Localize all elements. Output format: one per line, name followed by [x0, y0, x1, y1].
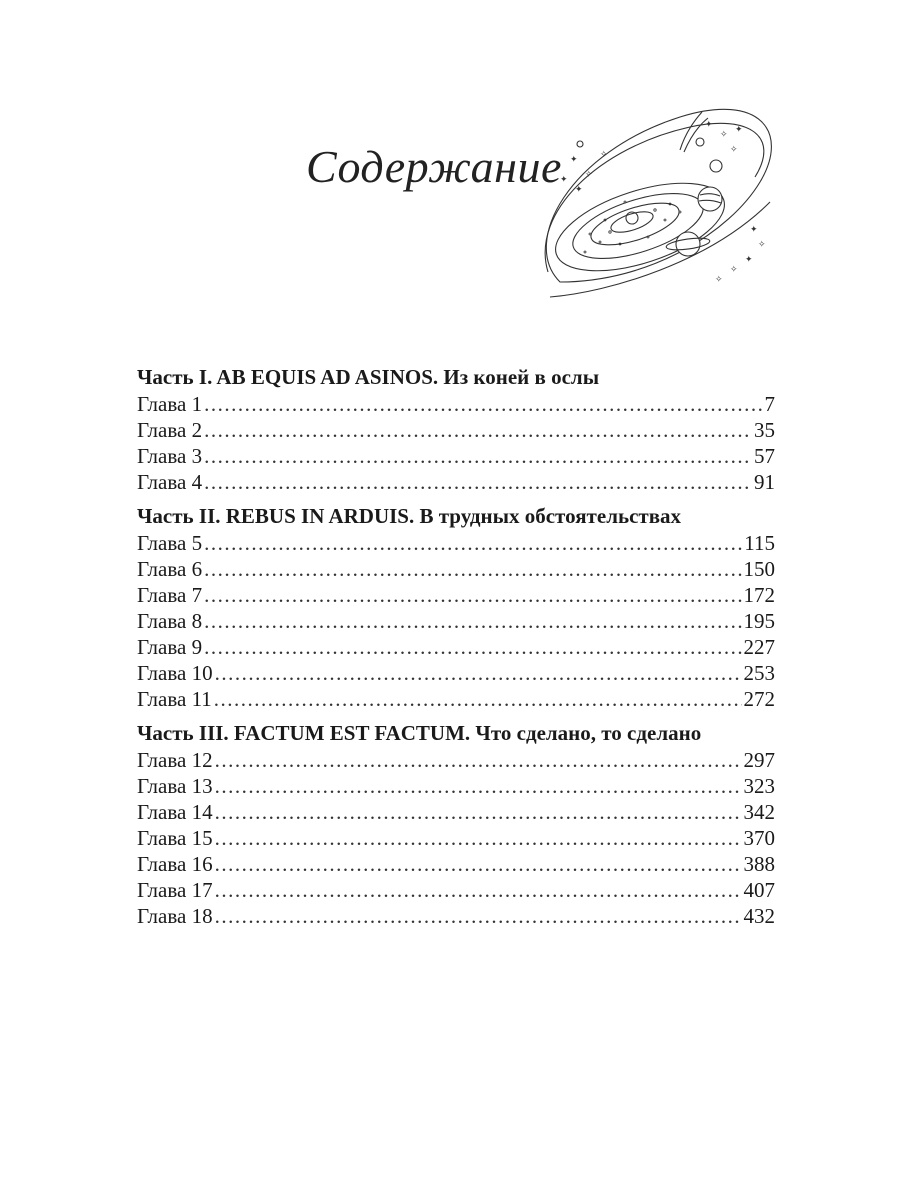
svg-text:✦: ✦: [735, 125, 743, 135]
chapter-label: Глава 9: [137, 635, 203, 659]
dot-leader: [204, 469, 752, 495]
dot-leader: [204, 582, 741, 608]
svg-text:✧: ✧: [730, 265, 738, 275]
chapter-label: Глава 5: [137, 531, 203, 555]
svg-text:✦: ✦: [575, 185, 583, 195]
chapter-label: Глава 1: [137, 392, 203, 416]
dot-leader: [215, 851, 742, 877]
toc-entry[interactable]: [137, 903, 775, 929]
svg-text:✦: ✦: [705, 120, 713, 130]
svg-text:✧: ✧: [600, 150, 608, 160]
chapter-label: Глава 11: [137, 687, 212, 711]
dot-leader: [204, 417, 752, 443]
page-number: 388: [743, 852, 775, 876]
toc-entry[interactable]: [137, 582, 775, 608]
dot-leader: [204, 530, 742, 556]
dot-leader: [204, 608, 741, 634]
dot-leader: [215, 773, 742, 799]
part-heading: Часть III. FACTUM EST FACTUM. Что сделано, то сделано: [137, 721, 702, 745]
page-number: 370: [743, 826, 775, 850]
toc-entry[interactable]: [137, 851, 775, 877]
svg-text:✦: ✦: [560, 175, 568, 185]
chapter-label: Глава 14: [137, 800, 213, 824]
dot-leader: [204, 391, 762, 417]
chapter-label: Глава 17: [137, 878, 213, 902]
toc-entry[interactable]: [137, 660, 775, 686]
toc-entry[interactable]: [137, 443, 775, 469]
page-number: 323: [743, 774, 775, 798]
toc-entry[interactable]: [137, 417, 775, 443]
svg-text:✧: ✧: [585, 170, 593, 180]
galaxy-icon: [530, 92, 790, 312]
page-number: 35: [754, 418, 775, 442]
page-number: 432: [743, 904, 775, 928]
dot-leader: [215, 747, 742, 773]
svg-text:✦: ✦: [750, 225, 758, 235]
page-number: 172: [743, 583, 775, 607]
toc-entry[interactable]: [137, 747, 775, 773]
toc-entry[interactable]: [137, 686, 775, 712]
svg-text:✦: ✦: [570, 155, 578, 165]
svg-text:✧: ✧: [758, 240, 766, 250]
part-heading: Часть I. AB EQUIS AD ASINOS. Из коней в ослы: [137, 365, 600, 389]
chapter-label: Глава 3: [137, 444, 203, 468]
chapter-label: Глава 15: [137, 826, 213, 850]
toc-entry[interactable]: [137, 556, 775, 582]
page-title: Содержание: [306, 141, 562, 192]
table-of-contents: [137, 364, 775, 929]
svg-text:✧: ✧: [730, 145, 738, 155]
page-number: 195: [743, 609, 775, 633]
chapter-label: Глава 8: [137, 609, 203, 633]
part-heading: Часть II. REBUS IN ARDUIS. В трудных обстоятельствах: [137, 504, 682, 528]
chapter-label: Глава 10: [137, 661, 213, 685]
dot-leader: [215, 799, 742, 825]
svg-text:✦: ✦: [745, 255, 753, 265]
toc-entry[interactable]: [137, 469, 775, 495]
toc-entry[interactable]: [137, 799, 775, 825]
chapter-label: Глава 18: [137, 904, 213, 928]
page-number: 297: [743, 748, 775, 772]
page-number: 57: [754, 444, 775, 468]
dot-leader: [215, 825, 742, 851]
chapter-label: Глава 12: [137, 748, 213, 772]
dot-leader: [204, 556, 741, 582]
chapter-label: Глава 4: [137, 470, 203, 494]
page-number: 342: [743, 800, 775, 824]
toc-entry[interactable]: [137, 634, 775, 660]
chapter-label: Глава 13: [137, 774, 213, 798]
chapter-label: Глава 6: [137, 557, 203, 581]
page-number: 7: [764, 392, 775, 416]
page-number: 272: [743, 687, 775, 711]
page-number: 227: [743, 635, 775, 659]
page-number: 150: [743, 557, 775, 581]
toc-entry[interactable]: [137, 773, 775, 799]
toc-entry[interactable]: [137, 391, 775, 417]
chapter-label: Глава 7: [137, 583, 203, 607]
page-number: 253: [743, 661, 775, 685]
toc-entry[interactable]: [137, 608, 775, 634]
svg-text:✧: ✧: [715, 275, 723, 285]
dot-leader: [204, 443, 752, 469]
toc-entry[interactable]: [137, 877, 775, 903]
toc-entry[interactable]: [137, 825, 775, 851]
dot-leader: [204, 634, 741, 660]
page-number: 115: [744, 531, 775, 555]
dot-leader: [214, 686, 742, 712]
dot-leader: [215, 660, 742, 686]
page-number: 91: [754, 470, 775, 494]
toc-entry[interactable]: [137, 530, 775, 556]
page-number: 407: [743, 878, 775, 902]
svg-text:✧: ✧: [720, 130, 728, 140]
chapter-label: Глава 16: [137, 852, 213, 876]
dot-leader: [215, 877, 742, 903]
dot-leader: [215, 903, 742, 929]
chapter-label: Глава 2: [137, 418, 203, 442]
